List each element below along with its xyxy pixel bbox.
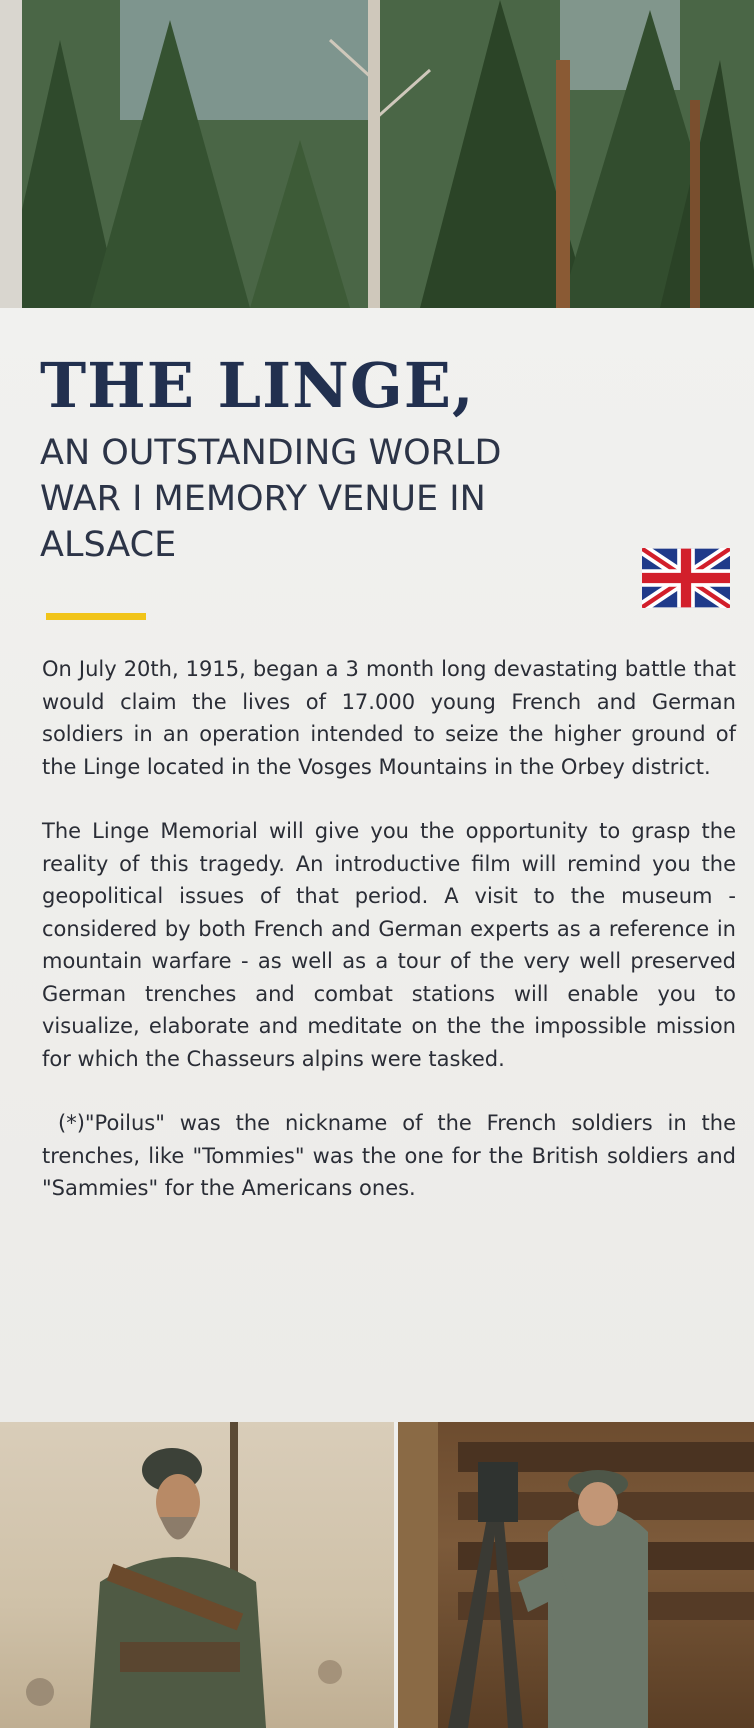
page-title: THE LINGE, bbox=[40, 349, 475, 422]
subtitle-line: AN OUTSTANDING WORLD bbox=[40, 433, 502, 473]
accent-divider bbox=[46, 613, 146, 620]
trench-diorama-photo bbox=[398, 1422, 754, 1728]
body-text bbox=[42, 653, 736, 1237]
intro-panel bbox=[0, 308, 754, 1422]
forest-photo bbox=[0, 0, 754, 308]
page-subtitle bbox=[40, 430, 660, 568]
soldier-painting bbox=[0, 1422, 394, 1728]
subtitle-line: WAR I MEMORY VENUE IN bbox=[40, 479, 486, 519]
footnote: (*)"Poilus" was the nickname of the French soldiers in the trenches, like "Tommies" was the one for the British soldiers and "Sammies" for the Americans ones. bbox=[42, 1111, 736, 1200]
paragraph: The Linge Memorial will give you the opportunity to grasp the reality of this tragedy. An introductive film will remind you the geopolitical issues of that period. A visit to the museum - considered by both French and German experts as a reference in mountain warfare - as well as a tour of the very well preserved German trenches and combat stations will enable you to visualize, elaborate and meditate on the the impossible mission for which the Chasseurs alpins were tasked. bbox=[42, 819, 736, 1071]
subtitle-line: ALSACE bbox=[40, 525, 177, 565]
paragraph: On July 20th, 1915, began a 3 month long devastating battle that would claim the lives of 17.000 young French and German soldiers in an operation intended to seize the higher ground of the Linge located in the Vosges Mountains in the Orbey district. bbox=[42, 657, 736, 779]
uk-flag-icon bbox=[642, 548, 730, 612]
photo-strip bbox=[0, 1422, 754, 1728]
